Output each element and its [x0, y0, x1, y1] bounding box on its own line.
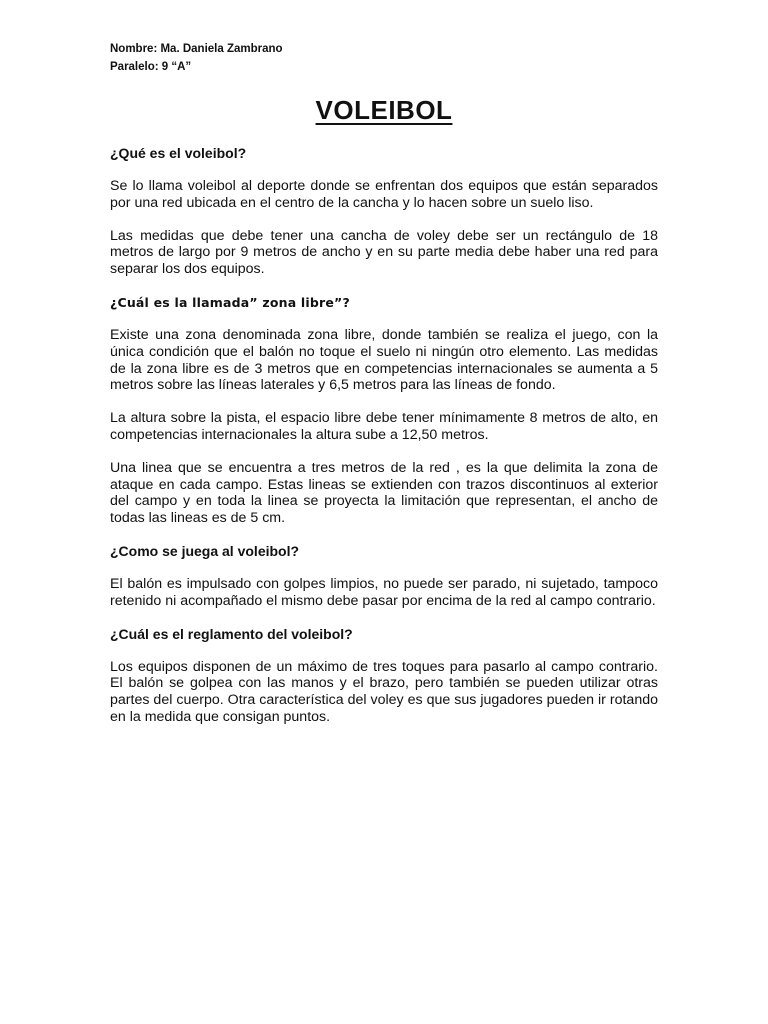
section-heading: ¿Cuál es el reglamento del voleibol? — [110, 625, 353, 642]
paragraph: La altura sobre la pista, el espacio libre debe tener mínimamente 8 metros de alto, en competencias internacionales la altura sube a 12,50 metros. — [110, 410, 658, 443]
paragraph: Existe una zona denominada zona libre, donde también se realiza el juego, con la única condición que el balón no toque el suelo ni ningún otro elemento. Las medidas de la zona libre es de 3 metros que en competencias internacionales se aumenta a 5 metros sobre las líneas laterales y 6,5 metros para las líneas de fondo. — [110, 326, 658, 394]
paragraph: El balón es impulsado con golpes limpios, no puede ser parado, ni sujetado, tampoco retenido ni acompañado el mismo debe pasar por encima de la red al campo contrario. — [110, 575, 658, 609]
section-heading: ¿Cuál es la llamada” zona libre”? — [110, 294, 350, 310]
class-section: Paralelo: 9 “A” — [110, 61, 192, 73]
paragraph: Las medidas que debe tener una cancha de voley debe ser un rectángulo de 18 metros de largo por 9 metros de ancho y en su parte media debe haber una red para separar los dos equipos. — [110, 227, 658, 278]
paragraph: Los equipos disponen de un máximo de tres toques para pasarlo al campo contrario. El balón se golpea con las manos y el brazo, pero también se pueden utilizar otras partes del cuerpo. Otra característica del voley es que sus jugadores pueden ir rotando en la medida que consigan puntos. — [110, 658, 658, 725]
paragraph: Se lo llama voleibol al deporte donde se enfrentan dos equipos que están separados por una red ubicada en el centro de la cancha y lo hacen sobre un suelo liso. — [110, 178, 658, 211]
paragraph: Una linea que se encuentra a tres metros de la red , es la que delimita la zona de ataque en cada campo. Estas lineas se extienden con trazos discontinuos al exterior del campo y en toda la linea se proyecta la limitación que representan, el ancho de todas las lineas es de 5 cm. — [110, 459, 658, 527]
document-title: VOLEIBOL — [315, 95, 453, 125]
document-page — [110, 40, 658, 742]
student-name: Nombre: Ma. Daniela Zambrano — [110, 43, 283, 55]
section-heading: ¿Qué es el voleibol? — [110, 145, 247, 161]
section-heading: ¿Como se juega al voleibol? — [110, 542, 300, 559]
